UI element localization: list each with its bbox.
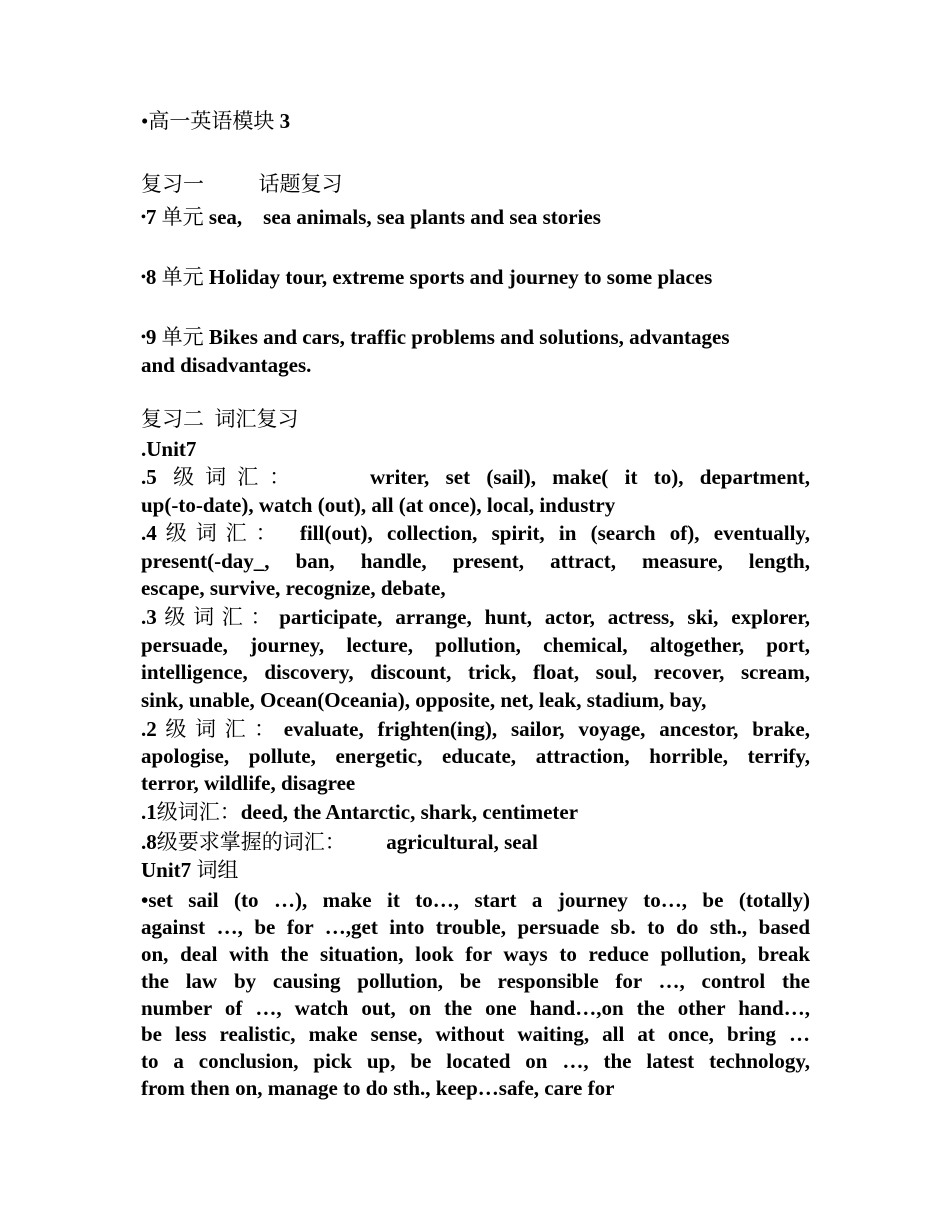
vocab-level-prefix: .2	[141, 717, 157, 741]
vocab-level5-line	[141, 464, 810, 491]
topic-text: and disadvantages.	[141, 353, 312, 377]
phrases-line	[141, 1075, 810, 1102]
vocab-level-cn: 级要求掌握的词汇：	[156, 830, 346, 854]
phrases-heading-unit: Unit7	[141, 858, 192, 882]
review2-title: 复习二 词汇复习	[141, 407, 299, 431]
vocab-level2-line	[141, 743, 810, 770]
vocab-level-cn: 级词汇：	[156, 800, 241, 824]
phrases-line	[141, 995, 810, 1022]
vocab-level-cn: 级词汇：	[156, 521, 286, 545]
vocab-words: evaluate, frighten(ing), sailor, voyage, ancestor, brake,	[283, 717, 810, 741]
vocab-level1-line	[141, 799, 810, 826]
phrases-text: against …, be for …,get into trouble, persuade sb. to do sth., based	[141, 915, 810, 939]
vocab-level4-line	[141, 520, 810, 547]
topic-unit-number: 8	[145, 265, 157, 289]
phrases-heading-cn: 词组	[196, 858, 239, 882]
title-bullet: •	[141, 109, 149, 133]
unit7-label-text: .Unit7	[141, 437, 197, 461]
vocab-level-cn: 级词汇：	[173, 465, 302, 489]
vocab-words: escape, survive, recognize, debate,	[141, 576, 446, 600]
vocab-level2-line	[141, 770, 810, 797]
vocab-words: terror, wildlife, disagree	[141, 771, 356, 795]
vocab-level3-line	[141, 687, 810, 714]
vocab-words: sink, unable, Ocean(Oceania), opposite, net, leak, stadium, bay,	[141, 688, 707, 712]
review1-title: 复习一	[141, 172, 204, 196]
topic-unit9	[141, 324, 810, 351]
vocab-level4-line	[141, 575, 810, 602]
topic-text: Holiday tour, extreme sports and journey to some places	[208, 265, 713, 289]
review1-heading	[141, 171, 810, 198]
topic-unit-cn: 单元	[161, 325, 204, 349]
vocab-words: agricultural, seal	[386, 830, 538, 854]
phrases-text: to a conclusion, pick up, be located on …, the latest technology,	[141, 1049, 810, 1073]
vocab-words: up(-to-date), watch (out), all (at once), local, industry	[141, 493, 616, 517]
topic-unit-number: 7	[145, 205, 157, 229]
topic-unit-cn: 单元	[161, 265, 204, 289]
topic-bullet: •	[141, 330, 146, 345]
phrases-text: from then on, manage to do sth., keep…safe, care for	[141, 1076, 615, 1100]
phrases-text: be less realistic, make sense, without waiting, all at once, bring …	[141, 1022, 810, 1046]
phrases-text: •set sail (to …), make it to…, start a journey to…, be (totally)	[141, 888, 810, 912]
vocab-words: fill(out), collection, spirit, in (search of), eventually,	[299, 521, 811, 545]
phrases-line	[141, 1021, 810, 1048]
review1-subtitle: 话题复习	[258, 172, 343, 196]
vocab-level-prefix: .8	[141, 830, 157, 854]
phrases-heading	[141, 857, 810, 884]
vocab-level8-line	[141, 829, 810, 856]
vocab-level-prefix: .5	[141, 465, 157, 489]
vocab-level3-line	[141, 604, 810, 631]
topic-unit-cn: 单元	[161, 205, 204, 229]
unit7-label	[141, 436, 810, 463]
phrases-line	[141, 1048, 810, 1075]
vocab-words: deed, the Antarctic, shark, centimeter	[240, 800, 579, 824]
vocab-level5-line	[141, 492, 810, 519]
vocab-words: participate, arrange, hunt, actor, actress, ski, explorer,	[279, 605, 811, 629]
vocab-level2-line	[141, 716, 810, 743]
vocab-words: intelligence, discovery, discount, trick, float, soul, recover, scream,	[141, 660, 810, 684]
vocab-words: present(-day_, ban, handle, present, attract, measure, length,	[141, 549, 810, 573]
vocab-level3-line	[141, 632, 810, 659]
phrases-line	[141, 941, 810, 968]
vocab-level3-line	[141, 659, 810, 686]
phrases-line	[141, 914, 810, 941]
document-title	[141, 108, 810, 135]
title-number: 3	[279, 109, 291, 133]
topic-text: Bikes and cars, traffic problems and solutions, advantages	[208, 325, 730, 349]
topic-unit8	[141, 264, 810, 291]
title-text: 高一英语模块	[148, 109, 275, 133]
vocab-level-cn: 级词汇：	[156, 717, 284, 741]
phrases-text: the law by causing pollution, be responsible for …, control the	[141, 969, 810, 993]
topic-bullet: •	[141, 270, 146, 285]
topic-text: sea, sea animals, sea plants and sea stories	[208, 205, 601, 229]
vocab-level4-line	[141, 548, 810, 575]
topic-unit7	[141, 204, 810, 231]
topic-bullet: •	[141, 210, 146, 225]
phrases-line	[141, 887, 810, 914]
vocab-words: writer, set (sail), make( it to), department,	[370, 465, 811, 489]
vocab-level-prefix: .1	[141, 800, 157, 824]
phrases-line	[141, 968, 810, 995]
vocab-level-cn: 级词汇：	[156, 605, 280, 629]
phrases-text: number of …, watch out, on the one hand…,on the other hand…,	[141, 996, 810, 1020]
topic-unit9-continued	[141, 352, 810, 379]
vocab-words: apologise, pollute, energetic, educate, attraction, horrible, terrify,	[141, 744, 810, 768]
vocab-words: persuade, journey, lecture, pollution, chemical, altogether, port,	[141, 633, 810, 657]
vocab-level-prefix: .3	[141, 605, 157, 629]
topic-unit-number: 9	[145, 325, 157, 349]
vocab-level-prefix: .4	[141, 521, 157, 545]
phrases-text: on, deal with the situation, look for ways to reduce pollution, break	[141, 942, 810, 966]
review2-heading	[141, 406, 810, 433]
